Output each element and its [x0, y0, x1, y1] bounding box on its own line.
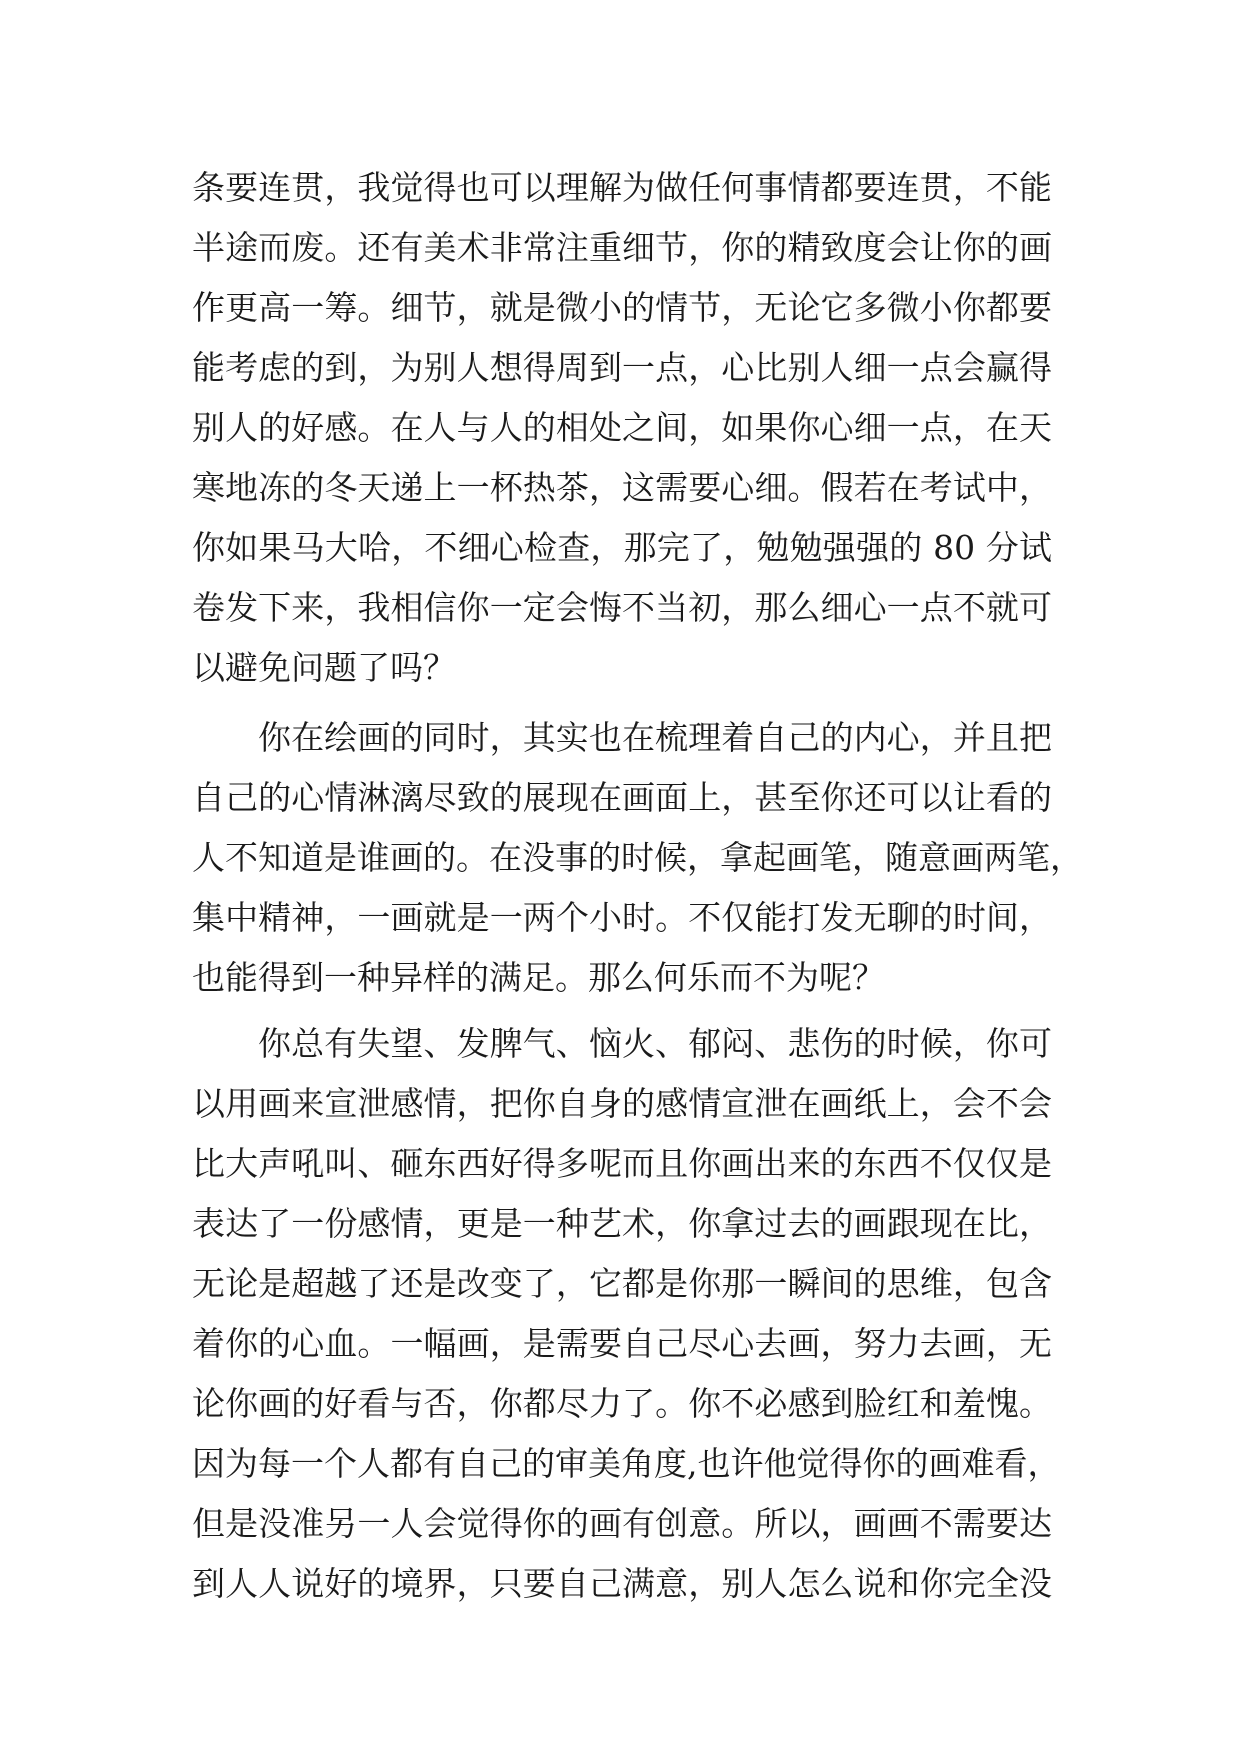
- text-line: 别人的好感。在人与人的相处之间，如果你心细一点，在天: [192, 408, 1052, 447]
- text-line: 无论是超越了还是改变了，它都是你那一瞬间的思维，包含: [192, 1264, 1052, 1303]
- text-line: 自己的心情淋漓尽致的展现在画面上，甚至你还可以让看的: [192, 778, 1052, 817]
- text-line: 以避免问题了吗？: [192, 648, 456, 687]
- text-line: 以用画来宣泄感情，把你自身的感情宣泄在画纸上，会不会: [192, 1084, 1052, 1123]
- text-line: 集中精神，一画就是一两个小时。不仅能打发无聊的时间，: [192, 898, 1052, 937]
- text-line: 卷发下来，我相信你一定会悔不当初，那么细心一点不就可: [192, 588, 1052, 627]
- text-line: 因为每一个人都有自己的审美角度,也许他觉得你的画难看，: [192, 1444, 1061, 1483]
- text-line: 着你的心血。一幅画，是需要自己尽心去画，努力去画，无: [192, 1324, 1052, 1363]
- paragraph-3: [192, 1014, 1061, 1614]
- paragraph-gap: [192, 698, 1052, 708]
- text-line: 也能得到一种异样的满足。那么何乐而不为呢？: [192, 958, 885, 997]
- paragraph-2: [192, 708, 1083, 1008]
- text-line: 人不知道是谁画的。在没事的时候，拿起画笔，随意画两笔，: [192, 838, 1083, 877]
- text-line: 表达了一份感情，更是一种艺术，你拿过去的画跟现在比，: [192, 1204, 1052, 1243]
- text-line: 你在绘画的同时，其实也在梳理着自己的内心，并且把: [258, 718, 1052, 757]
- paragraph-1: [192, 158, 1052, 698]
- text-line: 你总有失望、发脾气、恼火、郁闷、悲伤的时候，你可: [258, 1024, 1052, 1063]
- text-line: 半途而废。还有美术非常注重细节，你的精致度会让你的画: [192, 228, 1052, 267]
- text-line: 条要连贯，我觉得也可以理解为做任何事情都要连贯，不能: [192, 168, 1052, 207]
- text-line: 但是没准另一人会觉得你的画有创意。所以，画画不需要达: [192, 1504, 1052, 1543]
- text-line: 到人人说好的境界，只要自己满意，别人怎么说和你完全没: [192, 1564, 1052, 1603]
- text-line: 比大声吼叫、砸东西好得多呢而且你画出来的东西不仅仅是: [192, 1144, 1052, 1183]
- text-line: 寒地冻的冬天递上一杯热茶，这需要心细。假若在考试中，: [192, 468, 1052, 507]
- text-line: 作更高一筹。细节，就是微小的情节，无论它多微小你都要: [192, 288, 1052, 327]
- text-line: 你如果马大哈，不细心检查，那完了，勉勉强强的 80 分试: [192, 528, 1052, 567]
- body-text: [192, 158, 1083, 1614]
- text-line: 能考虑的到，为别人想得周到一点，心比别人细一点会赢得: [192, 348, 1052, 387]
- text-line: 论你画的好看与否，你都尽力了。你不必感到脸红和羞愧。: [192, 1384, 1052, 1423]
